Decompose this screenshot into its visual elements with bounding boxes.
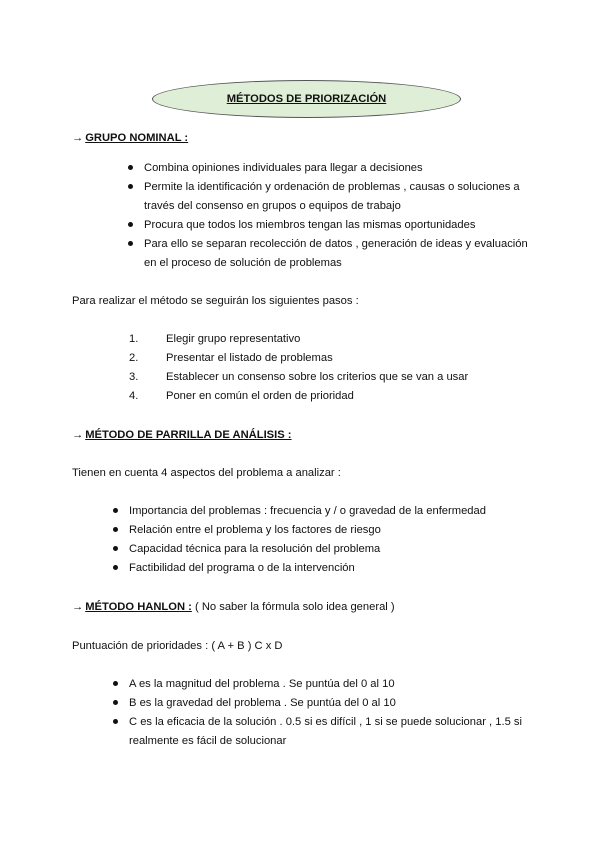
- formula-text: Puntuación de prioridades : ( A + B ) C x D: [72, 640, 283, 652]
- list-item: Importancia del problemas : frecuencia y / o gravedad de la enfermedad: [129, 505, 486, 517]
- list-item: Factibilidad del programa o de la intervención: [129, 562, 355, 574]
- list-item: A es la magnitud del problema . Se puntúa del 0 al 10: [129, 678, 395, 690]
- step-number: 1.: [129, 333, 139, 345]
- bullet-icon: [113, 681, 118, 686]
- list-item: B es la gravedad del problema . Se puntúa del 0 al 10: [129, 697, 396, 709]
- arrow-icon: →: [72, 132, 84, 144]
- section-heading-grupo-nominal: → GRUPO NOMINAL :: [72, 132, 189, 144]
- list-item: C es la eficacia de la solución . 0.5 si es difícil , 1 si se puede solucionar , 1.5 si: [129, 716, 523, 728]
- list-item-continuation: en el proceso de solución de problemas: [144, 257, 342, 269]
- arrow-icon: →: [72, 601, 84, 613]
- bullet-icon: [113, 719, 118, 724]
- step-number: 2.: [129, 352, 139, 364]
- step-text: Elegir grupo representativo: [166, 333, 301, 345]
- list-item: Procura que todos los miembros tengan las mismas oportunidades: [144, 219, 476, 231]
- step-text: Poner en común el orden de prioridad: [166, 390, 354, 402]
- list-item: Para ello se separan recolección de datos , generación de ideas y evaluación: [144, 238, 528, 250]
- bullet-icon: [128, 241, 133, 246]
- hanlon-note: ( No saber la fórmula solo idea general ): [195, 601, 395, 613]
- step-number: 4.: [129, 390, 139, 402]
- bullet-icon: [113, 527, 118, 532]
- bullet-icon: [128, 184, 133, 189]
- section-heading-hanlon: → MÉTODO HANLON : ( No saber la fórmula solo idea general ): [72, 601, 395, 613]
- bullet-icon: [113, 700, 118, 705]
- list-item: Relación entre el problema y los factores de riesgo: [129, 524, 381, 536]
- bullet-icon: [128, 165, 133, 170]
- arrow-icon: →: [72, 429, 84, 441]
- page-title: MÉTODOS DE PRIORIZACIÓN: [226, 93, 387, 105]
- bullet-icon: [113, 565, 118, 570]
- step-number: 3.: [129, 371, 139, 383]
- bullet-icon: [113, 508, 118, 513]
- list-item: Permite la identificación y ordenación de problemas , causas o soluciones a: [144, 181, 520, 193]
- list-item-continuation: través del consenso en grupos o equipos de trabajo: [144, 200, 401, 212]
- paragraph-steps-intro: Para realizar el método se seguirán los siguientes pasos :: [72, 295, 359, 307]
- step-text: Presentar el listado de problemas: [166, 352, 333, 364]
- list-item-continuation: realmente es fácil de solucionar: [129, 735, 287, 747]
- section-heading-parrilla: → MÉTODO DE PARRILLA DE ANÁLISIS :: [72, 429, 292, 441]
- bullet-icon: [113, 546, 118, 551]
- paragraph-aspects-intro: Tienen en cuenta 4 aspectos del problema a analizar :: [72, 467, 341, 479]
- step-text: Establecer un consenso sobre los criterios que se van a usar: [166, 371, 469, 383]
- list-item: Combina opiniones individuales para llegar a decisiones: [144, 162, 423, 174]
- list-item: Capacidad técnica para la resolución del problema: [129, 543, 381, 555]
- bullet-icon: [128, 222, 133, 227]
